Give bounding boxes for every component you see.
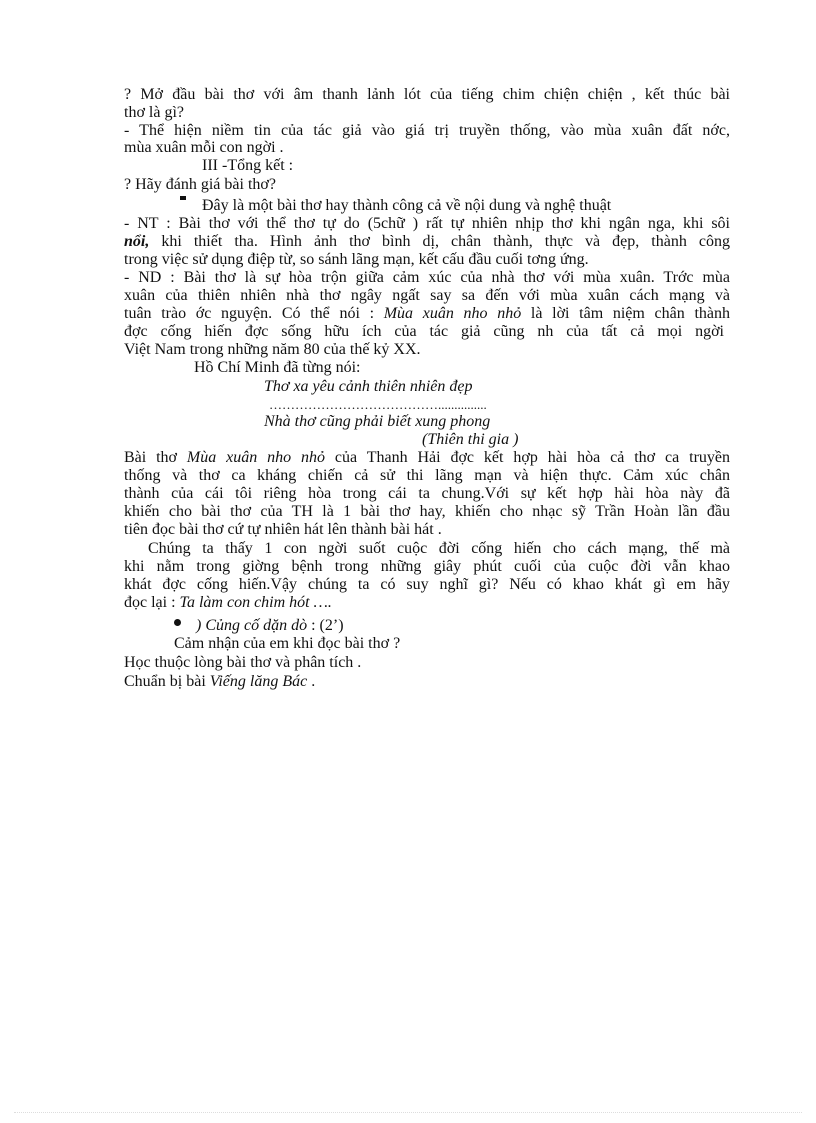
text-line: - NT : Bài thơ với thể thơ tự do (5chữ ) rất tự nhiên nhịp thơ khi ngân nga, khi sôi bbox=[124, 215, 730, 232]
text-span: Bài thơ bbox=[124, 449, 187, 466]
section-heading: III -Tổng kết : bbox=[202, 157, 294, 174]
text-line: Chúng ta thấy 1 con ngời suốt cuộc đời cống hiến cho cách mạng, thế mà bbox=[148, 540, 730, 557]
text-span: . bbox=[307, 673, 316, 690]
text-line: Cảm nhận của em khi đọc bài thơ ? bbox=[174, 635, 401, 652]
text-span: Chuẩn bị bài bbox=[124, 673, 210, 690]
bullet-icon bbox=[174, 619, 181, 626]
text-line bbox=[124, 673, 315, 691]
text-line bbox=[124, 594, 332, 612]
italic-quote: Ta làm con chim hót …. bbox=[179, 594, 332, 611]
text-span: đọc lại : bbox=[124, 594, 180, 611]
dash-bullet-icon bbox=[180, 196, 186, 200]
italic-heading: ) Củng cố dặn dò bbox=[196, 617, 308, 634]
text-line bbox=[196, 617, 344, 635]
text-line: Việt Nam trong những năm 80 của thế kỷ XX. bbox=[124, 341, 421, 358]
poem-source: (Thiên thi gia ) bbox=[422, 431, 519, 448]
text-span: khi thiết tha. Hình ảnh thơ bình dị, chân thành, thực và đẹp, thành công bbox=[149, 233, 730, 250]
question-line: ? Hãy đánh giá bài thơ? bbox=[124, 176, 276, 193]
text-span: : (2’) bbox=[307, 617, 344, 634]
text-line bbox=[124, 233, 730, 251]
text-line: - Thể hiện niềm tin của tác giả vào giá trị truyền thống, vào mùa xuân đất nớc, bbox=[124, 122, 730, 139]
text-line: tiên đọc bài thơ cứ tự nhiên hát lên thành bài hát . bbox=[124, 521, 442, 538]
bold-italic-word: nổi, bbox=[124, 233, 150, 250]
page-border bbox=[14, 1112, 802, 1113]
text-span: của Thanh Hải đợc kết hợp hài hòa cả thơ ca truyền bbox=[325, 449, 730, 466]
text-line: thơ là gì? bbox=[124, 104, 184, 121]
text-line: xuân của thiên nhiên nhà thơ ngây ngất say sa đến với mùa xuân cách mạng và bbox=[124, 287, 730, 304]
italic-title: Viếng lăng Bác bbox=[209, 673, 308, 690]
text-line: mùa xuân mỗi con ngời . bbox=[124, 139, 284, 156]
text-line: Hồ Chí Minh đã từng nói: bbox=[194, 359, 361, 376]
text-line: khát đợc cống hiến.Vậy chúng ta có suy nghĩ gì? Nếu có khao khát gì em hãy bbox=[124, 576, 730, 593]
text-line: đợc cống hiến đợc sống hữu ích của tác giả cũng nh của tất cả mọi ngời bbox=[124, 323, 724, 340]
text-span: tuân trào ớc nguyện. Có thể nói : bbox=[124, 305, 384, 322]
text-line: ? Mở đầu bài thơ với âm thanh lảnh lót của tiếng chim chiện chiện , kết thúc bài bbox=[124, 86, 730, 103]
text-line: Đây là một bài thơ hay thành công cả về nội dung và nghệ thuật bbox=[202, 197, 612, 214]
text-line: thành của cái tôi riêng hòa trong cái ta chung.Với sự kết hợp hài hòa này đã bbox=[124, 485, 730, 502]
poem-line: Thơ xa yêu cảnh thiên nhiên đẹp bbox=[264, 378, 473, 395]
text-line: khiến cho bài thơ của TH là 1 bài thơ hay, khiến cho nhạc sỹ Trần Hoàn lần đầu bbox=[124, 503, 730, 520]
poem-line: Nhà thơ cũng phải biết xung phong bbox=[264, 413, 491, 430]
poem-ellipsis: …………………………………............... bbox=[269, 397, 487, 412]
text-line bbox=[124, 305, 730, 323]
text-line: thống và thơ ca kháng chiến cả sử thi lãng mạn và hiện thực. Cảm xúc chân bbox=[124, 467, 730, 484]
italic-title: Mùa xuân nho nhỏ bbox=[383, 305, 522, 322]
text-line: - ND : Bài thơ là sự hòa trộn giữa cảm xúc của nhà thơ với mùa xuân. Trớc mùa bbox=[124, 269, 730, 286]
italic-title: Mùa xuân nho nhỏ bbox=[186, 449, 326, 466]
text-span: là lời tâm niệm chân thành bbox=[521, 305, 730, 322]
text-line bbox=[124, 449, 730, 467]
text-line: Học thuộc lòng bài thơ và phân tích . bbox=[124, 654, 362, 671]
text-line: trong việc sử dụng điệp từ, so sánh lãng mạn, kết cấu đầu cuối tơng ứng. bbox=[124, 251, 589, 268]
text-line: khi nằm trong giờng bệnh trong những giây phút cuối của cuộc đời vẫn khao bbox=[124, 558, 730, 575]
